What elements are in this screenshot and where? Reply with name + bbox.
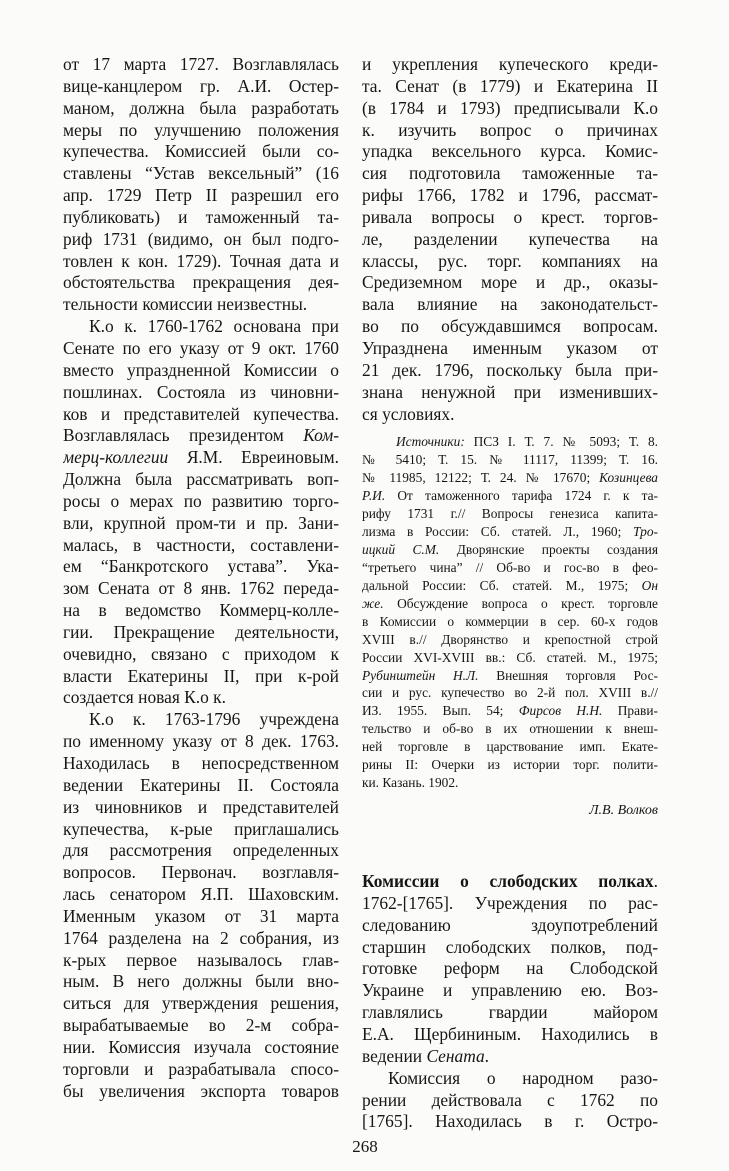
text-line: на в ведомство Коммерц-колле- — [63, 600, 339, 621]
text-line — [63, 425, 339, 447]
italic-term: мерц-коллегии — [63, 447, 169, 468]
text-line: товлен к кон. 1729). Точная дата и — [63, 250, 339, 271]
text-line: [1765]. Находилась в г. Остро- — [362, 1111, 658, 1132]
text-segment: ведении — [362, 1045, 427, 1066]
text-line: знана ненужной при изменивших- — [362, 381, 658, 402]
text-segment: . — [653, 871, 658, 892]
text-segment: ИЗ. 1955. Вып. 54; — [362, 703, 519, 719]
text-line: старшин слободских полков, под- — [362, 936, 658, 957]
sources-line: тельство и об-во в их отношении к внеш- — [362, 721, 658, 737]
sources-line: № 5410; Т. 15. № 11117, 11399; Т. 16. — [362, 452, 658, 468]
text-line: ситься для утверждения решения, — [63, 993, 339, 1014]
sources-line: ки. Казань. 1902. — [362, 775, 459, 791]
text-line: ведении Екатерины II. Состояла — [63, 774, 339, 795]
text-line: гии. Прекращение деятельности, — [63, 621, 339, 642]
text-segment: Дворянские проекты создания — [439, 541, 658, 557]
text-line: вопросов. Первонач. возглавля- — [63, 862, 339, 883]
text-line: 21 дек. 1796, поскольку была при- — [362, 359, 658, 380]
text-line: главлялись гвардии майором — [362, 1002, 658, 1023]
text-line: к. изучить вопрос о причинах — [362, 119, 658, 140]
text-line: зом Сената от 8 янв. 1762 переда- — [63, 578, 339, 599]
text-line: ривала вопросы о крест. торгов- — [362, 206, 658, 227]
text-line: и укрепления купеческого креди- — [362, 54, 658, 74]
text-line: публиковать) и таможенный та- — [63, 206, 339, 227]
text-line: купечества. Комиссией были со- — [63, 141, 339, 162]
text-line: по именному указу от 8 дек. 1763. — [63, 731, 339, 752]
text-line: следованию здоупотреблений — [362, 914, 658, 935]
sources-line — [362, 702, 658, 720]
text-line: классы, рус. торг. компаниях на — [362, 250, 658, 271]
sources-line — [362, 487, 658, 505]
text-line: риф 1731 (видимо, он был подго- — [63, 228, 339, 249]
author-name: Р.И. — [362, 488, 386, 504]
sources-line: в Комиссии о коммерции в сер. 60-х годов — [362, 613, 658, 629]
text-line: Сенате по его указу от 9 окт. 1760 — [63, 337, 339, 358]
text-line: вырабатываемые во 2-м собра- — [63, 1015, 339, 1036]
italic-term: Ком- — [303, 425, 339, 446]
text-line: лась сенатором Я.П. Шаховским. — [63, 884, 339, 905]
text-segment: Я.М. Евреиновым. — [168, 447, 339, 468]
author-name: Он — [641, 577, 658, 593]
text-segment: дальной России: Сб. статей. М., 1975; — [362, 577, 642, 593]
sources-line — [362, 433, 658, 451]
sources-label: Источники: — [396, 434, 465, 450]
sources-line — [362, 667, 658, 685]
text-line: Упразднена именным указом от — [362, 337, 658, 358]
text-line — [362, 1046, 658, 1068]
text-line: ле, разделении купечества на — [362, 228, 658, 249]
author-name: же. — [362, 595, 384, 611]
text-line: К.о к. 1763-1796 учреждена — [89, 709, 339, 730]
sources-line — [362, 577, 658, 595]
text-segment: Возглавлялась президентом — [63, 425, 304, 446]
text-line: от 17 марта 1727. Возглавлялась — [63, 54, 339, 74]
text-line: из чиновников и представителей — [63, 796, 339, 817]
text-line: 1762-[1765]. Учреждения по рас- — [362, 892, 658, 913]
author-name: Козинцева — [599, 470, 658, 486]
text-line: К.о к. 1760-1762 основана при — [89, 316, 339, 337]
text-line: Е.А. Щербининым. Находились в — [362, 1024, 658, 1044]
author-name: Фирсов Н.Н. — [518, 703, 603, 719]
text-line: очевидно, связано с приходом к — [63, 643, 339, 664]
text-line: во по обсуждавшимся вопросам. — [362, 316, 658, 337]
text-line: для рассмотрения определенных — [63, 840, 339, 861]
left-column — [63, 54, 339, 1103]
text-line: ков и представителей купечества. — [63, 403, 339, 424]
text-line: власти Екатерины II, при к-рой — [63, 665, 339, 686]
author-name: ицкий С.М. — [362, 541, 440, 557]
text-line: Должна была рассматривать воп- — [63, 469, 339, 490]
author-name: Рубинштейн Н.Л. — [362, 667, 479, 683]
text-segment: лизма в России: Сб. статей. Л., 1960; — [362, 524, 634, 540]
text-line: апр. 1729 Петр II разрешил его — [63, 185, 339, 206]
sources-line — [362, 523, 658, 541]
text-segment: № 11985, 12122; Т. 24. № 17670; — [362, 470, 600, 486]
text-line: ставлены “Устав вексельный” (16 — [63, 163, 339, 184]
text-segment: Прави- — [602, 703, 658, 719]
text-line: торговли и разрабатывала спосо- — [63, 1058, 339, 1079]
text-line: ся условиях. — [362, 403, 455, 424]
text-segment: . — [484, 1045, 490, 1066]
text-line: рифы 1766, 1782 и 1796, рассмат- — [362, 185, 658, 206]
sources-block — [362, 433, 658, 792]
page-number: 268 — [352, 1137, 378, 1156]
text-line: создается новая К.о к. — [63, 687, 226, 708]
sources-line — [362, 595, 658, 613]
text-line: к-рых первое называлось глав- — [63, 949, 339, 970]
article-author: Л.В. Волков — [589, 803, 658, 819]
text-line: меры по улучшению положения — [63, 119, 339, 140]
text-line: росы о мерах по развитию торго- — [63, 490, 339, 511]
text-line: вице-канцлером гр. А.И. Остер- — [63, 75, 339, 96]
text-segment: Обсуждение вопроса о крест. торговле — [383, 595, 658, 611]
text-line: пошлинах. Состояла из чиновни- — [63, 381, 339, 402]
text-line: Средиземном море и др., оказы- — [362, 272, 658, 293]
text-line: вала влияние на законодательст- — [362, 294, 658, 315]
sources-line: ней торговле в царствование имп. Екате- — [362, 739, 658, 755]
article-komissii-o-slobodskikh-polkakh — [362, 871, 658, 1133]
text-line: вместо упраздненной Комиссии о — [63, 359, 339, 380]
text-line: рении действовала с 1762 по — [362, 1089, 658, 1110]
text-line: (в 1784 и 1793) предписывали К.о — [362, 97, 658, 118]
text-line: Украине и управлению ею. Воз- — [362, 980, 658, 1001]
text-line: малась, в частности, составлени- — [63, 534, 339, 555]
text-line: готовке реформ на Слободской — [362, 958, 658, 979]
sources-line: сии и рус. купечество во 2-й пол. XVIII в.// — [362, 685, 658, 701]
text-segment: От таможенного тарифа 1724 г. к та- — [385, 488, 658, 504]
right-column — [362, 54, 658, 1133]
text-line: 1764 разделена на 2 собрания, из — [63, 927, 339, 948]
text-line: бы увеличения экспорта товаров — [63, 1080, 339, 1101]
sources-line: России XVI-XVIII вв.: Сб. статей. М., 1975; — [362, 649, 658, 665]
text-line: маном, должна была разработать — [63, 97, 339, 118]
text-line: ным. В него должны были вно- — [63, 971, 339, 992]
text-line: нии. Комиссия изучала состояние — [63, 1036, 339, 1057]
text-line: та. Сенат (в 1779) и Екатерина II — [362, 75, 658, 96]
text-line: обстоятельства прекращения дея- — [63, 272, 339, 293]
sources-line: рифу 1731 г.// Вопросы генезиса капита- — [362, 506, 658, 522]
text-line: Находилась в непосредственном — [63, 753, 339, 773]
author-name: Тро- — [633, 524, 658, 540]
text-line — [362, 871, 658, 893]
sources-line — [362, 541, 658, 559]
text-line: ем “Банкротского устава”. Ука- — [63, 556, 339, 577]
text-segment: ПСЗ I. Т. 7. № 5093; Т. 8. — [464, 434, 658, 450]
sources-line: “третьего чина” // Об-во и гос-во в фео- — [362, 559, 658, 575]
sources-line — [362, 469, 658, 487]
text-line: купечества, к-рые приглашались — [63, 818, 339, 839]
text-line — [63, 447, 339, 469]
italic-term: Сената — [426, 1045, 485, 1066]
text-line: тельности комиссии неизвестны. — [63, 294, 308, 315]
text-line: Комиссия о народном разо- — [388, 1067, 658, 1088]
article-title: Комиссии о слободских полках — [362, 871, 654, 892]
text-line: сия подготовила таможенные та- — [362, 163, 658, 184]
text-line: вли, крупной пром-ти и пр. Зани- — [63, 512, 339, 533]
sources-line: рины II: Очерки из истории торг. полити- — [362, 757, 658, 773]
text-line: Именным указом от 31 марта — [63, 905, 339, 926]
text-line: упадка вексельного курса. Комис- — [362, 141, 658, 162]
text-segment: Внешняя торговля Рос- — [478, 667, 658, 683]
sources-line: XVIII в.// Дворянство и крепостной строй — [362, 631, 658, 647]
